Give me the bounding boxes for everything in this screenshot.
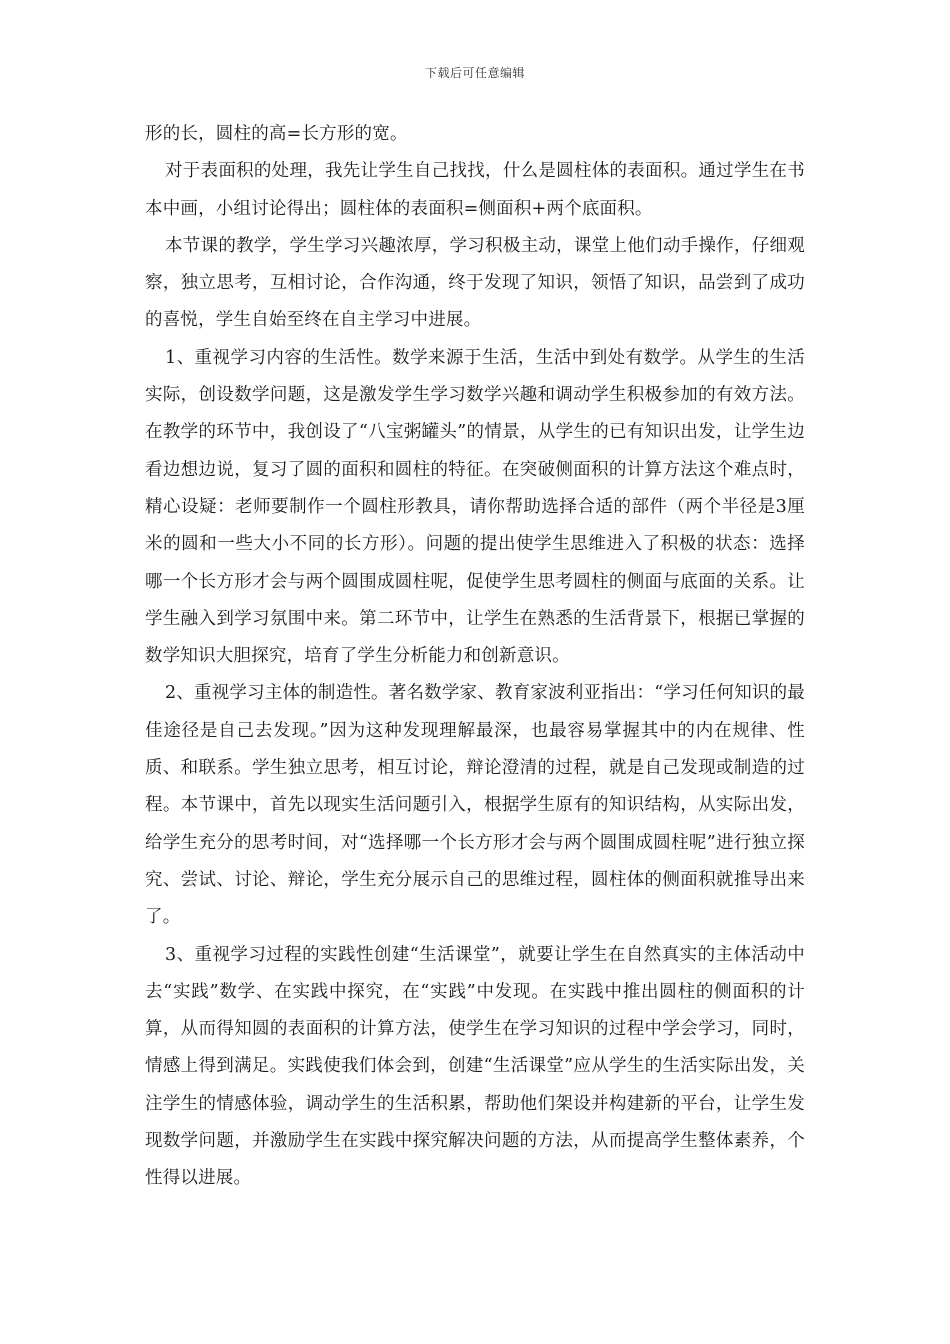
paragraph-point-1: 1、重视学习内容的生活性。数学来源于生活，生活中到处有数学。从学生的生活实际，创设数学问题，这是激发学生学习数学兴趣和调动学生积极参加的有效方法。在教学的环节中，我创设了“八宝粥罐头”的情景，从学生的已有知识出发，让学生边看边想边说，复习了圆的面积和圆柱的特征。在突破侧面积的计算方法这个难点时，精心设疑：老师要制作一个圆柱形教具，请你帮助选择合适的部件（两个半径是3厘米的圆和一些大小不同的长方形）。问题的提出使学生思维进入了积极的状态：选择哪一个长方形才会与两个圆围成圆柱呢，促使学生思考圆柱的侧面与底面的关系。让学生融入到学习氛围中来。第二环节中，让学生在熟悉的生活背景下，根据已掌握的数学知识大胆探究，培育了学生分析能力和创新意识。 <box>145 347 805 667</box>
paragraph-point-3: 3、重视学习过程的实践性创建“生活课堂”，就要让学生在自然真实的主体活动中去“实践”数学、在实践中探究，在“实践”中发现。在实践中推出圆柱的侧面积的计算，从而得知圆的表面积的计算方法，使学生在学习知识的过程中学会学习，同时，情感上得到满足。实践使我们体会到，创建“生活课堂”应从学生的生活实际出发，关注学生的情感体验，调动学生的生活积累，帮助他们架设并构建新的平台，让学生发现数学问题，并激励学生在实践中探究解决问题的方法，从而提高学生整体素养，个性得以进展。 <box>145 944 805 1189</box>
document-body <box>145 116 805 1198</box>
paragraph-lesson-summary: 本节课的教学，学生学习兴趣浓厚，学习积极主动，课堂上他们动手操作，仔细观察，独立思考，互相讨论，合作沟通，终于发现了知识，领悟了知识，品尝到了成功的喜悦，学生自始至终在自主学习中进展。 <box>145 235 805 331</box>
paragraph-continuation: 形的长，圆柱的高=长方形的宽。 <box>145 124 408 144</box>
paragraph-point-2: 2、重视学习主体的制造性。著名数学家、教育家波利亚指出：“学习任何知识的最佳途径是自己去发现。”因为这种发现理解最深，也最容易掌握其中的内在规律、性质、和联系。学生独立思考，相互讨论，辩论澄清的过程，就是自己发现或制造的过程。本节课中，首先以现实生活问题引入，根据学生原有的知识结构，从实际出发，给学生充分的思考时间，对“选择哪一个长方形才会与两个圆围成圆柱呢”进行独立探究、尝试、讨论、辩论，学生充分展示自己的思维过程，圆柱体的侧面积就推导出来了。 <box>145 683 805 928</box>
paragraph-surface-area: 对于表面积的处理，我先让学生自己找找，什么是圆柱体的表面积。通过学生在书本中画，小组讨论得出；圆柱体的表面积=侧面积+两个底面积。 <box>145 161 805 219</box>
page-header: 下载后可任意编辑 <box>424 66 525 80</box>
